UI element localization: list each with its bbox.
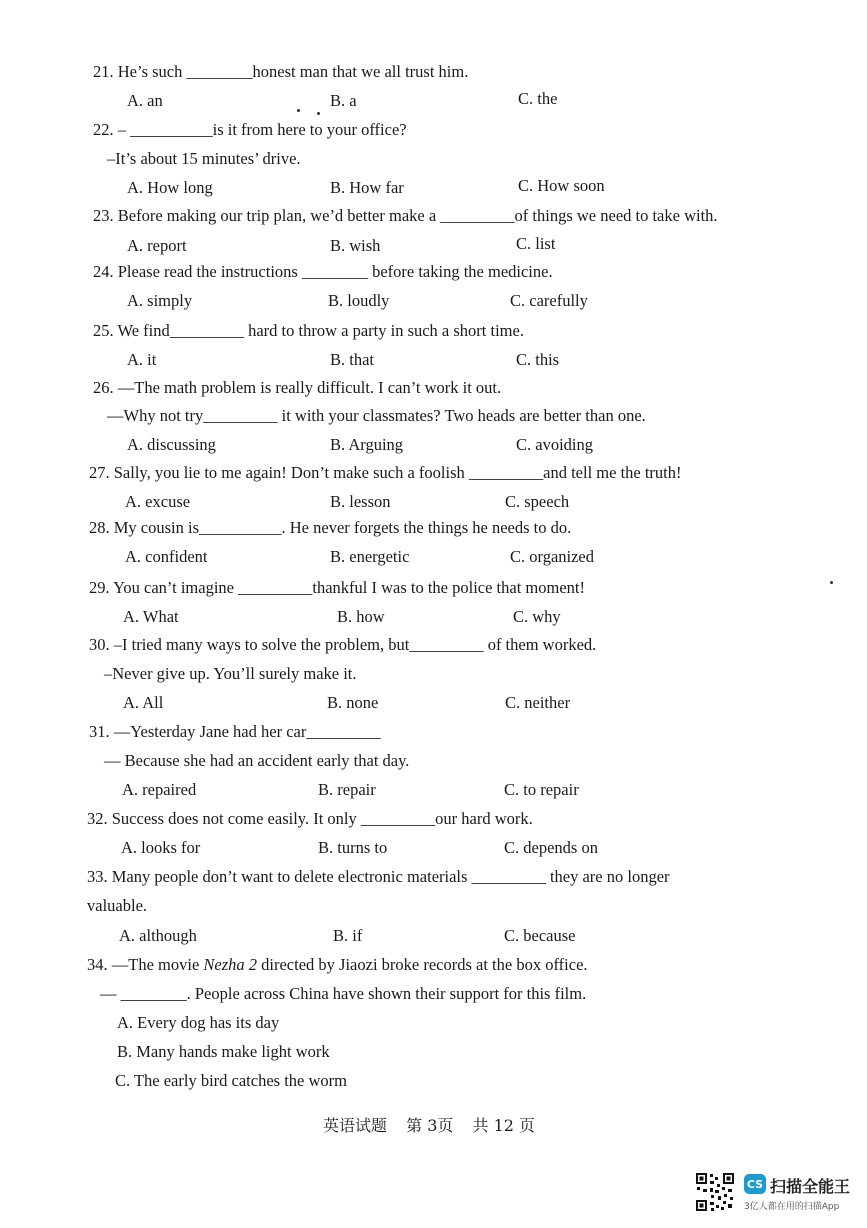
question-22-line-2: –It’s about 15 minutes’ drive. bbox=[107, 149, 301, 168]
question-24: 24. Please read the instructions ________ before taking the medicine. bbox=[93, 262, 553, 281]
qr-code-icon bbox=[695, 1172, 735, 1212]
question-26: 26. —The math problem is really difficult. I can’t work it out. bbox=[93, 378, 502, 397]
question-26-line-2: —Why not try_________ it with your classmates? Two heads are better than one. bbox=[107, 406, 646, 425]
footer-subject: 英语试题 bbox=[323, 1116, 388, 1135]
q34-option-a: A. Every dog has its day bbox=[117, 1013, 280, 1032]
question-30: 30. –I tried many ways to solve the problem, but_________ of them worked. bbox=[89, 635, 597, 654]
q22-option-b: B. How far bbox=[330, 178, 404, 197]
q25-option-a: A. it bbox=[127, 350, 157, 369]
q28-option-a: A. confident bbox=[125, 547, 208, 566]
question-31: 31. —Yesterday Jane had her car_________ bbox=[89, 722, 381, 741]
question-30-line-2: –Never give up. You’ll surely make it. bbox=[104, 664, 357, 683]
q21-option-b: B. a bbox=[330, 91, 357, 110]
question-34: 34. —The movie Nezha 2 directed by Jiaozi broke records at the box office. bbox=[87, 955, 588, 974]
footer-page: 第 3页 bbox=[406, 1116, 454, 1135]
q30-option-b: B. none bbox=[327, 693, 379, 712]
q26-option-a: A. discussing bbox=[127, 435, 216, 454]
q21-option-c: C. the bbox=[518, 89, 558, 108]
q29-option-c: C. why bbox=[513, 607, 561, 626]
q34-option-c: C. The early bird catches the worm bbox=[115, 1071, 347, 1090]
q27-option-a: A. excuse bbox=[125, 492, 191, 511]
q33-option-a: A. although bbox=[119, 926, 197, 945]
question-29: 29. You can’t imagine _________thankful I was to the police that moment! bbox=[89, 578, 585, 597]
q24-option-b: B. loudly bbox=[328, 291, 390, 310]
q22-option-c: C. How soon bbox=[518, 176, 605, 195]
q31-option-b: B. repair bbox=[318, 780, 376, 799]
q27-option-b: B. lesson bbox=[330, 492, 391, 511]
q34-option-b: B. Many hands make light work bbox=[117, 1042, 330, 1061]
q23-option-c: C. list bbox=[516, 234, 556, 253]
q33-option-c: C. because bbox=[504, 926, 576, 945]
q31-option-c: C. to repair bbox=[504, 780, 579, 799]
question-31-line-2: — Because she had an accident early that day. bbox=[104, 751, 410, 770]
question-28: 28. My cousin is__________. He never forgets the things he needs to do. bbox=[89, 518, 572, 537]
question-25: 25. We find_________ hard to throw a party in such a short time. bbox=[93, 321, 524, 340]
q25-option-c: C. this bbox=[516, 350, 560, 369]
camscanner-logo-icon: CS bbox=[744, 1174, 766, 1194]
q33-option-b: B. if bbox=[333, 926, 363, 945]
q25-option-b: B. that bbox=[330, 350, 374, 369]
page-footer bbox=[323, 1113, 549, 1136]
question-22: 22. – __________is it from here to your office? bbox=[93, 120, 407, 139]
q28-option-b: B. energetic bbox=[330, 547, 410, 566]
question-33-line-2: valuable. bbox=[87, 896, 148, 915]
movie-title: Nezha 2 bbox=[203, 955, 258, 974]
q23-option-a: A. report bbox=[127, 236, 187, 255]
q21-option-a: A. an bbox=[127, 91, 163, 110]
q32-option-a: A. looks for bbox=[121, 838, 201, 857]
scanner-app-name: 扫描全能王 bbox=[770, 1177, 851, 1196]
question-32: 32. Success does not come easily. It only _________our hard work. bbox=[87, 809, 533, 828]
q32-option-c: C. depends on bbox=[504, 838, 598, 857]
footer-total: 共 12 页 bbox=[472, 1116, 536, 1135]
question-27: 27. Sally, you lie to me again! Don’t make such a foolish _________and tell me the truth! bbox=[89, 463, 682, 482]
q26-option-b: B. Arguing bbox=[330, 435, 404, 454]
q27-option-c: C. speech bbox=[505, 492, 570, 511]
q30-option-c: C. neither bbox=[505, 693, 571, 712]
q29-option-b: B. how bbox=[337, 607, 385, 626]
question-23: 23. Before making our trip plan, we’d better make a _________of things we need to take with. bbox=[93, 206, 718, 225]
q31-option-a: A. repaired bbox=[122, 780, 197, 799]
scan-speck bbox=[317, 112, 320, 115]
q23-option-b: B. wish bbox=[330, 236, 381, 255]
scan-speck bbox=[297, 109, 300, 112]
q26-option-c: C. avoiding bbox=[516, 435, 593, 454]
question-21: 21. He’s such ________honest man that we all trust him. bbox=[93, 62, 469, 81]
scanner-tagline: 3亿人都在用的扫描App bbox=[744, 1202, 840, 1212]
question-34-line-2: — ________. People across China have shown their support for this film. bbox=[100, 984, 587, 1003]
q28-option-c: C. organized bbox=[510, 547, 595, 566]
q29-option-a: A. What bbox=[123, 607, 179, 626]
q22-option-a: A. How long bbox=[127, 178, 213, 197]
q24-option-c: C. carefully bbox=[510, 291, 588, 310]
scan-speck bbox=[830, 581, 833, 584]
q30-option-a: A. All bbox=[123, 693, 164, 712]
q32-option-b: B. turns to bbox=[318, 838, 388, 857]
question-33: 33. Many people don’t want to delete electronic materials _________ they are no longer bbox=[87, 867, 670, 886]
q24-option-a: A. simply bbox=[127, 291, 193, 310]
